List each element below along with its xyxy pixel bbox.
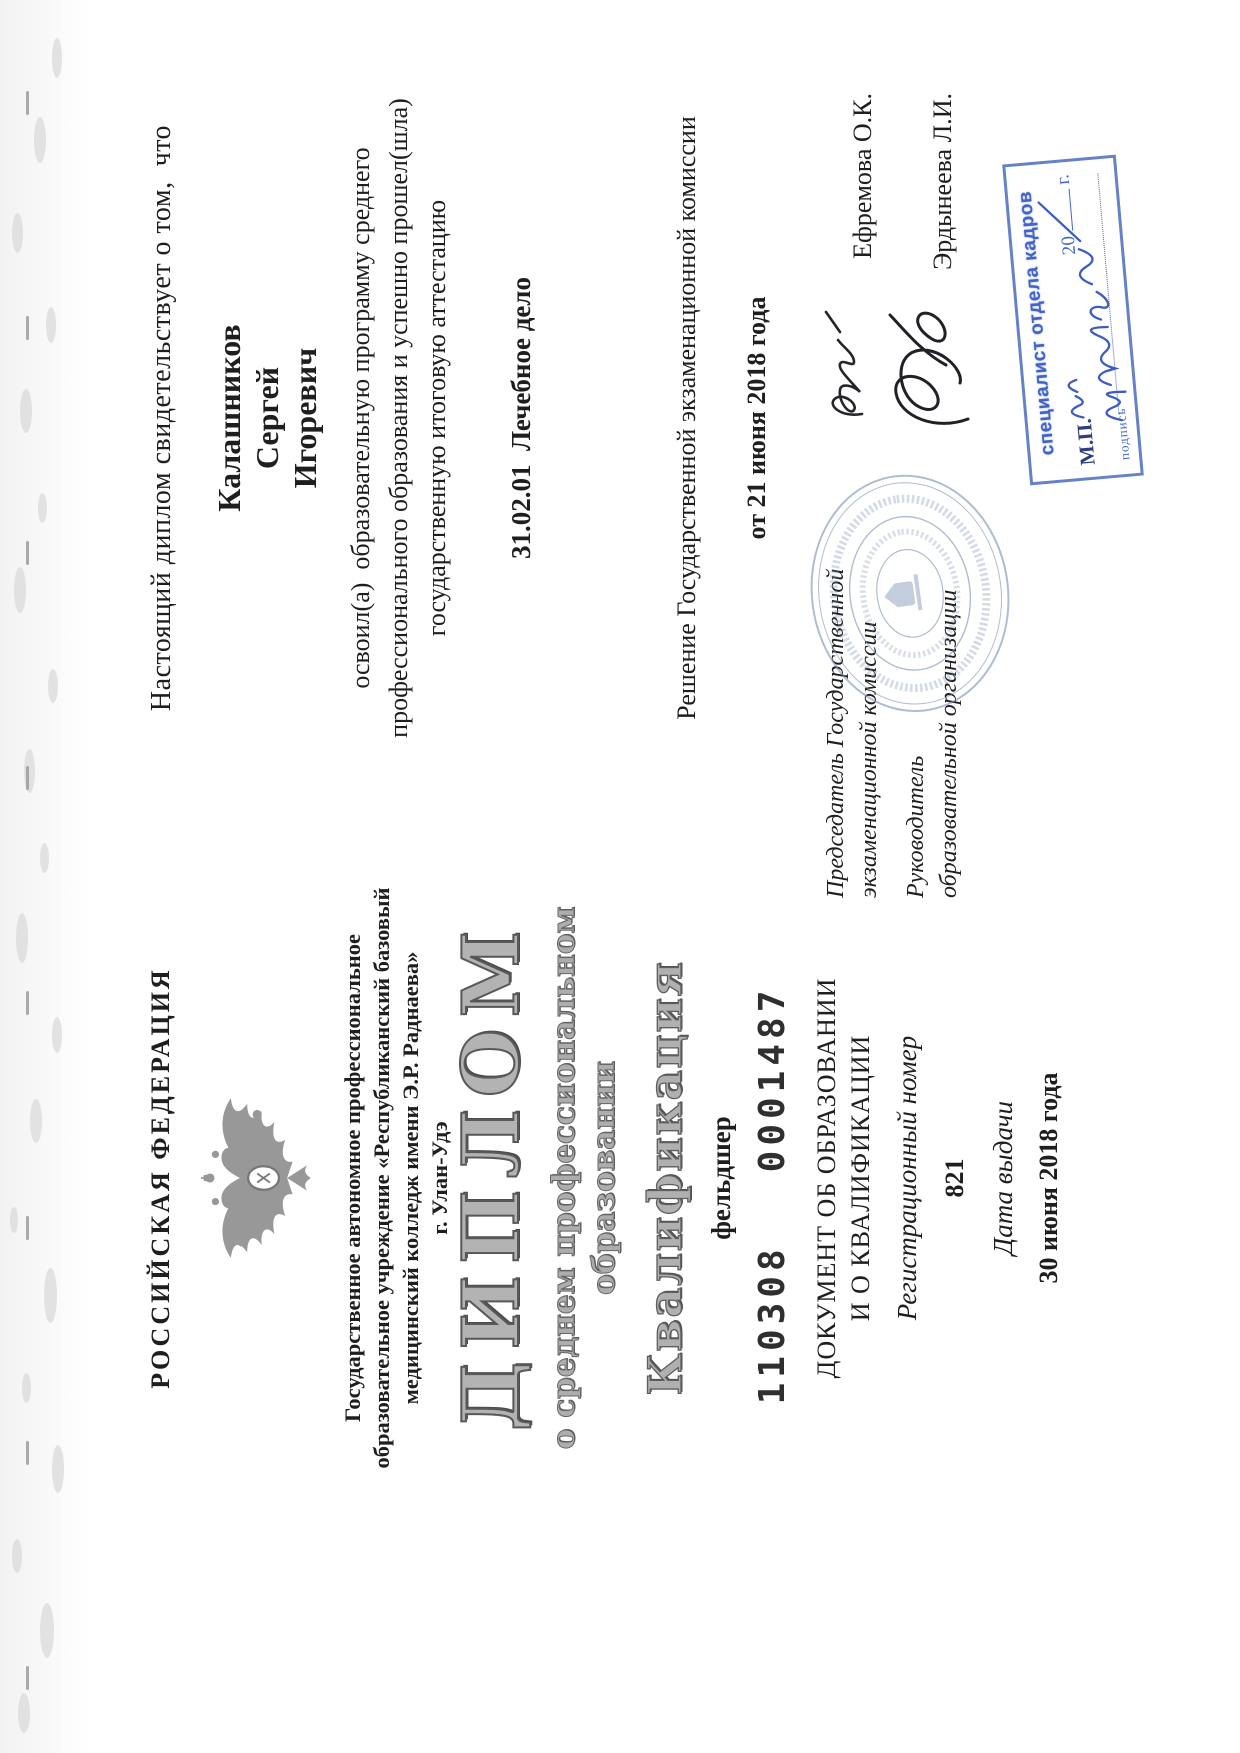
scan-artifact xyxy=(10,1207,18,1233)
scan-artifact xyxy=(14,567,26,613)
scan-artifact xyxy=(18,1693,30,1733)
issue-date-label: Дата выдачи xyxy=(988,1101,1018,1255)
document-kind-line: ДОКУМЕНТ ОБ ОБРАЗОВАНИИ xyxy=(812,977,841,1379)
holder-firstname: Сергей xyxy=(249,366,285,470)
institution-city: г. Улан-Удэ xyxy=(427,1121,452,1235)
scan-artifact xyxy=(52,1445,64,1493)
scan-artifact xyxy=(12,1539,22,1573)
program-paragraph xyxy=(342,98,456,738)
program-line: государственную итоговую аттестацию xyxy=(422,199,451,637)
intro-line: Настоящий диплом свидетельствует о том, что xyxy=(146,124,177,712)
head-signature-scribble-icon xyxy=(876,285,986,435)
stamp-mp-label: М.П. xyxy=(1071,417,1100,467)
program-line: профессионального образования и успешно прошел(шла) xyxy=(384,98,413,738)
signature-role-line: экзаменационной комиссии xyxy=(856,621,882,898)
hr-stamp xyxy=(1002,155,1144,486)
diploma-subtitle-line: о среднем профессиональном xyxy=(546,906,582,1450)
signature-role-line: Председатель Государственной xyxy=(823,568,849,898)
scan-artifact xyxy=(12,213,23,253)
signature-role-line: образовательной организации xyxy=(936,589,962,898)
specialty-line: 31.02.01 Лечебное дело xyxy=(506,276,536,560)
document-kind-line: И О КВАЛИФИКАЦИИ xyxy=(846,1034,875,1322)
scan-artifact xyxy=(52,1017,62,1053)
signature-role-line: Руководитель xyxy=(903,755,929,898)
decision-line: Решение Государственной экзаменационной комиссии xyxy=(672,116,701,720)
stamp-title: специалист отдела кадров xyxy=(1014,190,1059,457)
official-seal-icon xyxy=(790,455,1035,730)
scan-artifact xyxy=(22,1373,31,1403)
signature-name-head: Эрдынеева Л.И. xyxy=(928,93,957,270)
scan-artifact xyxy=(16,913,28,963)
scan-fold-mark xyxy=(26,91,29,115)
scan-fold-mark xyxy=(26,991,29,1015)
holder-patronymic: Игоревич xyxy=(287,347,323,489)
coat-of-arms-icon xyxy=(200,1083,323,1273)
scan-artifact xyxy=(52,38,62,78)
registration-number-value: 821 xyxy=(940,1158,969,1198)
diploma-subtitle xyxy=(544,907,624,1450)
serial-series: 110308 xyxy=(752,1244,793,1405)
institution-line: образовательное учреждение «Республиканский базовый xyxy=(369,887,394,1469)
scan-artifact xyxy=(48,669,58,703)
signature-name-chairman: Ефремова О.К. xyxy=(848,93,877,259)
document-kind xyxy=(810,978,878,1379)
scan-artifact xyxy=(46,307,56,343)
institution-line: медицинский колледж имени Э.Р. Раднаева» xyxy=(398,951,423,1405)
qualification-value: фельдшер xyxy=(706,1116,736,1240)
scan-fold-mark xyxy=(26,1441,29,1465)
serial-row xyxy=(752,986,793,1405)
scan-fold-mark xyxy=(26,316,29,340)
stamp-signature-label: подпись xyxy=(1112,407,1133,461)
stamp-year-suffix: г. xyxy=(1052,173,1075,186)
program-line: освоил(а) образовательную программу среднего xyxy=(346,147,375,689)
serial-number: 0001487 xyxy=(752,985,793,1173)
stamp-year-prefix: 20 xyxy=(1057,235,1081,256)
scan-artifact xyxy=(20,389,32,433)
scan-fold-mark xyxy=(26,541,29,565)
scan-artifact xyxy=(44,1268,57,1323)
decision-date-line: от 21 июня 2018 года xyxy=(742,296,771,540)
scan-fold-mark xyxy=(26,766,29,790)
institution-line: Государственное автономное профессиональное xyxy=(340,934,365,1422)
scan-artifact xyxy=(34,117,46,163)
scan-artifact xyxy=(30,1099,42,1143)
country-title: РОССИЙСКАЯ ФЕДЕРАЦИЯ xyxy=(146,967,175,1389)
holder-name xyxy=(210,324,324,511)
registration-number-label: Регистрационный номер xyxy=(892,1035,922,1321)
diploma-subtitle-line: образовании xyxy=(586,1061,622,1295)
scan-artifact xyxy=(40,1603,54,1658)
scan-edge-shading xyxy=(0,0,92,1753)
institution-name xyxy=(338,888,454,1469)
issue-date-value: 30 июня 2018 года xyxy=(1034,1072,1063,1284)
holder-surname: Калашников xyxy=(211,324,247,512)
scan-fold-mark xyxy=(26,1216,29,1240)
qualification-heading: Квалификация xyxy=(638,960,692,1396)
diploma-title: ДИПЛОМ xyxy=(446,919,537,1431)
scan-fold-mark xyxy=(26,1666,29,1690)
scan-artifact xyxy=(40,843,49,873)
scan-artifact xyxy=(38,493,47,523)
